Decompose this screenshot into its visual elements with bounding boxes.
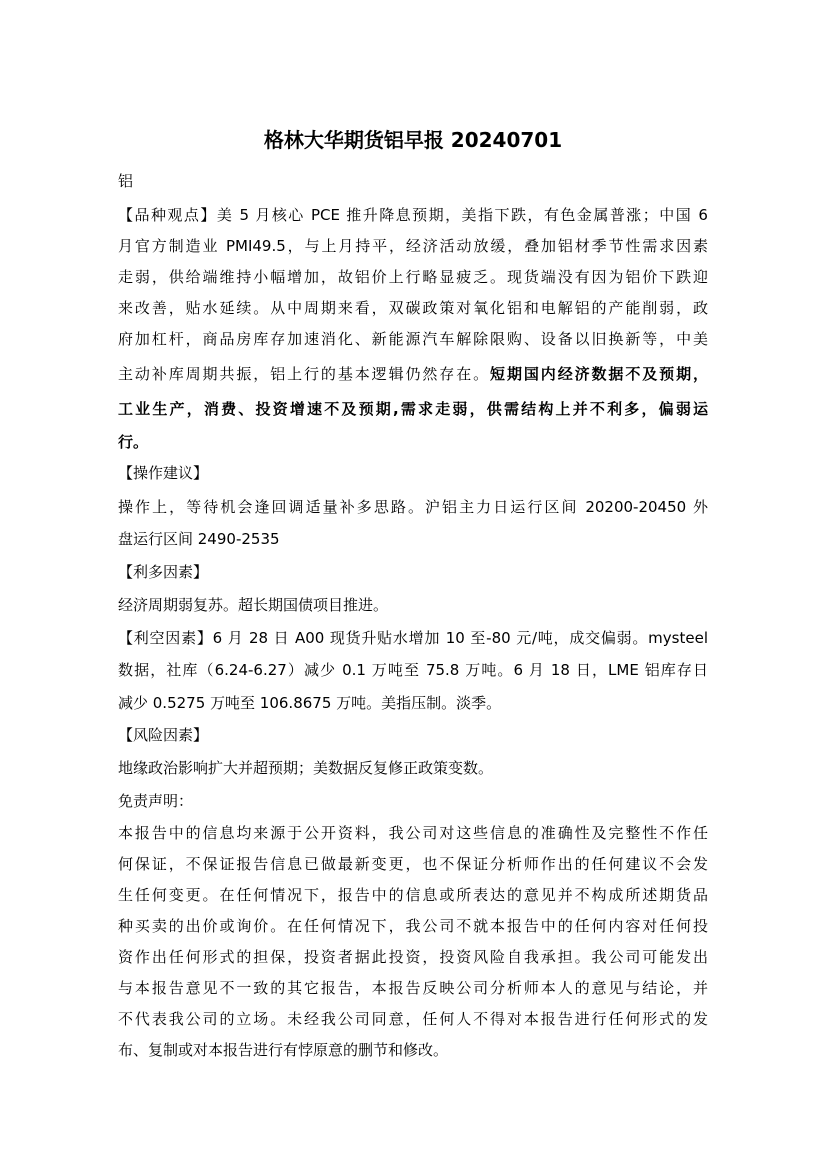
bearish-paragraph-line-1	[118, 623, 708, 653]
bearish-text-1: 6 月 28 日 A00 现货升贴水增加 10 至-80 元/吨，成交偏弱。mysteel	[212, 629, 708, 647]
operation-heading: 【操作建议】	[118, 464, 209, 482]
disclaimer-text-2: 何保证，不保证报告信息已做最新变更，也不保证分析师作出的任何建议不会发	[118, 855, 708, 873]
risk-heading: 【风险因素】	[118, 726, 209, 744]
view-text-6: 主动补库周期共振，铝上行的基本逻辑仍然存在。	[118, 365, 491, 383]
disclaimer-text-1: 本报告中的信息均来源于公开资料，我公司对这些信息的准确性及完整性不作任	[118, 824, 708, 842]
disclaimer-text-7: 不代表我公司的立场。未经我公司同意，任何人不得对本报告进行任何形式的发	[118, 1010, 708, 1028]
view-text-1: 美 5 月核心 PCE 推升降息预期，美指下跌，有色金属普涨；中国 6	[216, 206, 708, 224]
risk-text: 地缘政治影响扩大并超预期；美数据反复修正政策变数。	[118, 759, 494, 777]
subject-label: 铝	[118, 172, 134, 190]
view-bold-text-2: 工业生产，消费、投资增速不及预期,需求走弱，供需结构上并不利多，偏弱运	[118, 400, 708, 418]
bullish-heading: 【利多因素】	[118, 563, 209, 581]
bearish-text-3: 减少 0.5275 万吨至 106.8675 万吨。美指压制。淡季。	[118, 694, 502, 712]
view-text-3: 走弱，供给端维持小幅增加，故铝价上行略显疲乏。现货端没有因为铝价下跌迎	[118, 268, 708, 286]
disclaimer-text-5: 资作出任何形式的担保，投资者据此投资，投资风险自我承担。我公司可能发出	[118, 948, 708, 966]
view-bold-text-1: 短期国内经济数据不及预期，	[490, 365, 708, 383]
disclaimer-text-8: 布、复制或对本报告进行有悖原意的删节和修改。	[118, 1041, 449, 1059]
view-text-2: 月官方制造业 PMI49.5，与上月持平，经济活动放缓，叠加铝材季节性需求因素	[118, 237, 708, 255]
disclaimer-heading: 免责声明：	[118, 792, 194, 810]
bearish-heading: 【利空因素】	[118, 629, 213, 647]
disclaimer-text-3: 生任何变更。在任何情况下，报告中的信息或所表达的意见并不构成所述期货品	[118, 886, 708, 904]
view-paragraph-line-6	[118, 359, 708, 389]
bullish-text: 经济周期弱复苏。超长期国债项目推进。	[118, 596, 389, 614]
bearish-text-2: 数据，社库（6.24-6.27）减少 0.1 万吨至 75.8 万吨。6 月 18 日，LME 铝库存日	[118, 661, 708, 679]
view-text-4: 来改善，贴水延续。从中周期来看，双碳政策对氧化铝和电解铝的产能削弱，政	[118, 299, 708, 317]
view-heading: 【品种观点】	[118, 206, 217, 224]
operation-text-2: 盘运行区间 2490-2535	[118, 530, 280, 548]
disclaimer-text-6: 与本报告意见不一致的其它报告，本报告反映公司分析师本人的意见与结论，并	[118, 979, 708, 997]
operation-text-1: 操作上，等待机会逢回调适量补多思路。沪铝主力日运行区间 20200-20450 外	[118, 498, 708, 516]
view-bold-text-3: 行。	[118, 433, 149, 451]
document-title: 格林大华期货铝早报 20240701	[263, 128, 563, 152]
view-paragraph-line-1	[118, 200, 708, 230]
view-text-5: 府加杠杆，商品房库存加速消化、新能源汽车解除限购、设备以旧换新等，中美	[118, 330, 708, 348]
disclaimer-text-4: 种买卖的出价或询价。在任何情况下，我公司不就本报告中的任何内容对任何投	[118, 917, 708, 935]
